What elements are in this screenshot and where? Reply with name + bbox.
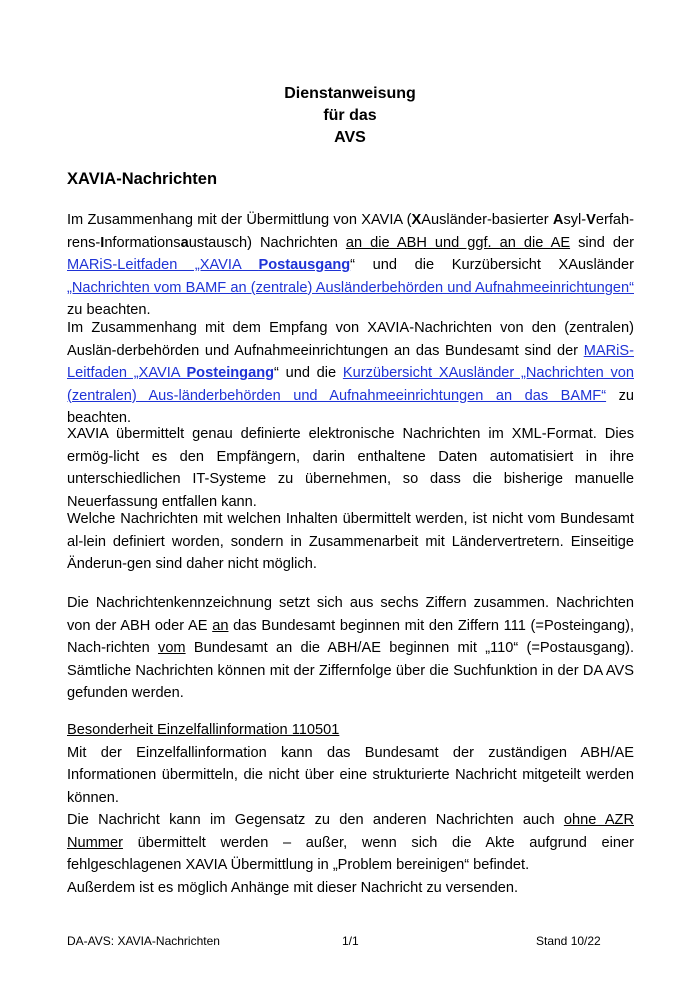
link-maris-posteingang[interactable]: MARiS-Leitfaden „XAVIA Posteingang	[67, 342, 634, 381]
document-title	[0, 83, 700, 149]
title-line-1: Dienstanweisung	[284, 85, 416, 102]
paragraph-1: Im Zusammenhang mit der Übermittlung von XAVIA (XAusländer-basierter Asyl-Verfah-rens-Informationsaustausch) Nachrichten an die ABH und ggf. an die AE sind der MARiS-Leitfaden „XAVIA Postausgang“ und die Kurzübersicht XAusländer „Nachrichten vom BAMF an (zentrale) Ausländerbehörden und Aufnahmeeinrichtungen“ zu beachten.	[67, 212, 635, 318]
link-maris-postausgang[interactable]: MARiS-Leitfaden „XAVIA Postausgang	[67, 257, 351, 273]
footer-page: 1/1	[342, 934, 359, 948]
special-case-heading: Besonderheit Einzelfallinformation 110501	[67, 722, 340, 738]
paragraph-6: Besonderheit Einzelfallinformation 110501 Mit der Einzelfallinformation kann das Bundesamt der zuständigen ABH/AE Informationen übermitteln, die nicht über eine strukturierte Nachricht mitgeteilt werden können. Die Nachricht kann im Gegensatz zu den anderen Nachrichten auch ohne AZR Nummer übermittelt werden – außer, wenn sich die Akte aufgrund einer fehlgeschlagenen XAVIA Übermittlung in „Problem bereinigen“ befindet. Außerdem ist es möglich Anhänge mit dieser Nachricht zu versenden.	[67, 719, 634, 899]
link-kurzuebersicht-an-bamf[interactable]: Kurzübersicht XAusländer „Nachrichten von (zentralen) Aus-länderbehörden und Aufnahmeeinrichtungen an das BAMF“	[67, 365, 634, 404]
underlined-abh-ae: an die ABH und ggf. an die AE	[345, 234, 571, 251]
title-line-2: für das	[323, 107, 377, 124]
paragraph-2: Im Zusammenhang mit dem Empfang von XAVIA-Nachrichten von den (zentralen) Auslän-derbehörden und Aufnahmeeinrichtungen an das Bundesamt sind der MARiS-Leitfaden „XAVIA Posteingang“ und die Kurzübersicht XAusländer „Nachrichten von (zentralen) Aus-länderbehörden und Aufnahmeeinrichtungen an das BAMF“ zu beachten.	[67, 320, 634, 426]
paragraph-3: XAVIA übermittelt genau definierte elektronische Nachrichten im XML-Format. Dies ermög-licht es den Empfängern, darin enthaltene Daten automatisiert in ihre unterschiedlichen IT-Systeme zu übernehmen, so dass die bisherige manuelle Neuerfassung entfallen kann.	[67, 426, 634, 510]
link-kurzuebersicht-bamf-an[interactable]: „Nachrichten vom BAMF an (zentrale) Ausländerbehörden und Aufnahmeeinrichtungen“	[67, 279, 634, 296]
paragraph-4: Welche Nachrichten mit welchen Inhalten übermittelt werden, ist nicht vom Bundesamt al-lein definiert worden, sondern in Zusammenarbeit mit Ländervertretern. Einseitige Änderun-gen sind daher nicht möglich.	[67, 511, 634, 572]
title-line-3: AVS	[334, 129, 366, 146]
footer-left: DA-AVS: XAVIA-Nachrichten	[67, 934, 220, 948]
footer-right: Stand 10/22	[536, 934, 601, 948]
paragraph-5: Die Nachrichtenkennzeichnung setzt sich aus sechs Ziffern zusammen. Nachrichten von der ABH oder AE an das Bundesamt beginnen mit den Ziffern 111 (=Posteingang), Nach-richten vom Bundesamt an die ABH/AE beginnen mit „110“ (=Postausgang). Sämtliche Nachrichten können mit der Ziffernfolge über die Suchfunktion in der DA AVS gefunden werden.	[67, 595, 635, 701]
section-heading: XAVIA-Nachrichten	[67, 170, 218, 188]
